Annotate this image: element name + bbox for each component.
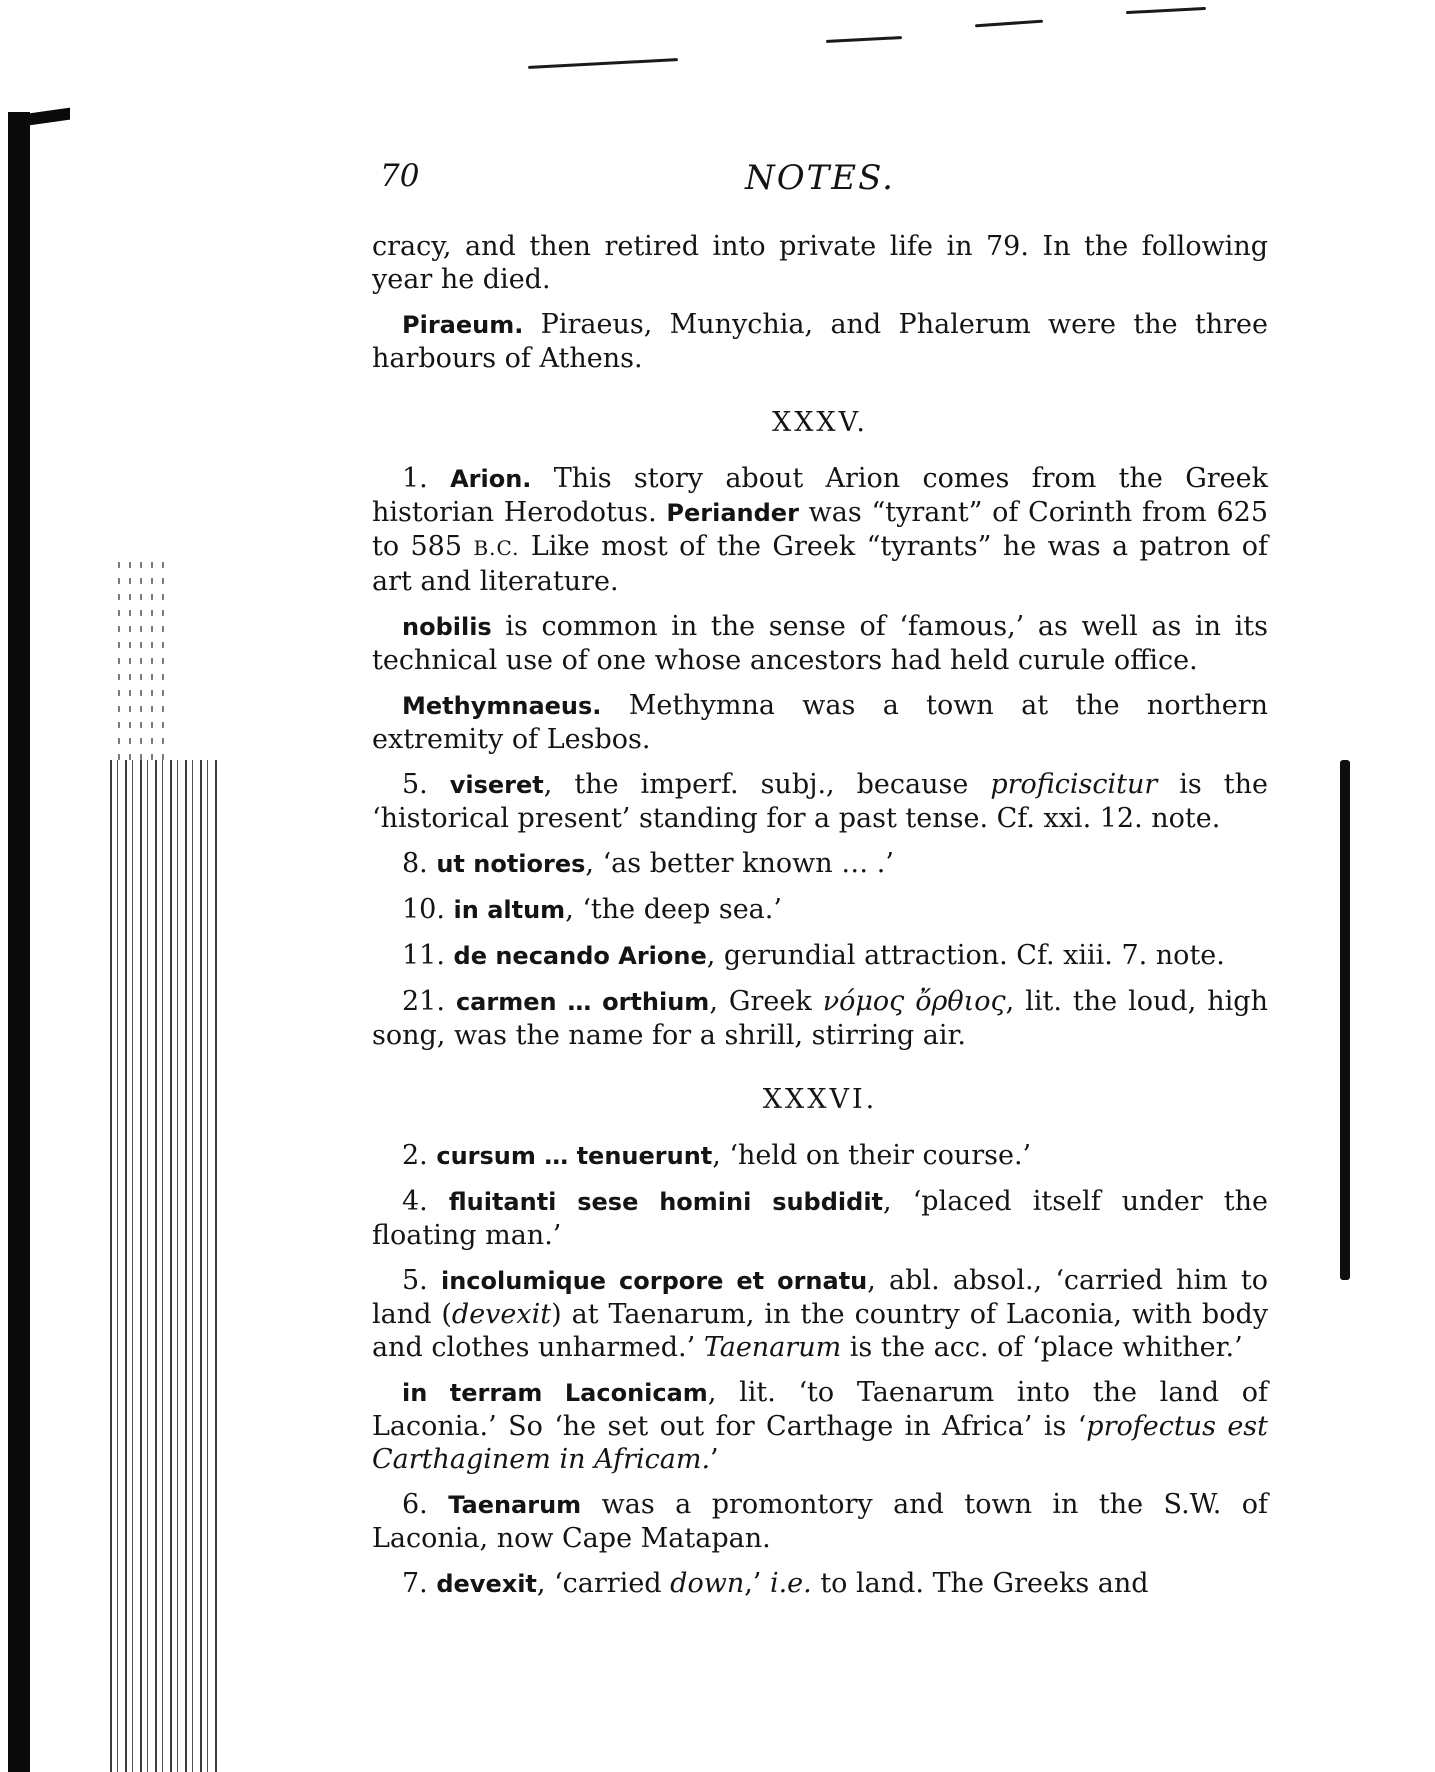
note-italic: i.e. (769, 1568, 812, 1599)
page-number: 70 (380, 158, 420, 194)
note-number: 2. (402, 1140, 437, 1171)
continuation-paragraph: cracy, and then retired into private life in 79. In the following year he died. (372, 231, 1268, 295)
note-term: Methymnaeus. (402, 692, 602, 720)
note-text: , Greek (709, 986, 823, 1017)
note-abbrev: B.C. (473, 536, 520, 560)
note-xxxv-5 (372, 768, 1268, 835)
note-text: , the imperf. subj., because (543, 769, 991, 800)
note-number: 7. (402, 1568, 437, 1599)
scan-top-stroke-2 (826, 36, 902, 43)
note-xxxvi-6 (372, 1488, 1268, 1555)
note-xxxvi-4 (372, 1185, 1268, 1252)
note-xxxvi-7 (372, 1567, 1268, 1601)
note-number: 5. (402, 1265, 441, 1296)
note-xxxv-21 (372, 985, 1268, 1052)
note-text: , ‘placed itself under the floating man.’ (372, 1186, 1269, 1251)
note-term: Piraeum. (402, 311, 524, 339)
note-text: , ‘as better known … .’ (585, 848, 894, 879)
note-xxxv-1 (372, 462, 1268, 598)
note-italic: proficiscitur (990, 769, 1158, 800)
note-text: Methymna was a town at the northern extremity of Lesbos. (372, 690, 1268, 755)
note-text: Piraeus, Munychia, and Phalerum were the three harbours of Athens. (372, 309, 1268, 374)
note-term: cursum … tenuerunt (436, 1142, 713, 1170)
note-text: , lit. the loud, high song, was the name for a shrill, stirring air. (372, 986, 1268, 1051)
note-text: ) at Taenarum, in the country of Laconia, with body and clothes unharmed.’ (372, 1299, 1268, 1363)
note-italic: profectus est Carthaginem in Africam. (372, 1411, 1268, 1475)
scan-top-stroke-4 (1126, 7, 1206, 14)
note-methymnaeus (372, 689, 1268, 756)
note-term: ut notiores (436, 850, 586, 878)
note-number: 21. (402, 986, 456, 1017)
note-italic: down (670, 1568, 745, 1599)
note-number: 6. (402, 1489, 449, 1520)
note-text: , ‘the deep sea.’ (565, 894, 782, 925)
note-text: , abl. absol., ‘carried him to land ( (372, 1265, 1268, 1330)
note-nobilis (372, 610, 1268, 677)
note-xxxvi-5 (372, 1264, 1268, 1364)
note-number: 8. (402, 848, 437, 879)
note-text: is the acc. of ‘place whither.’ (841, 1332, 1243, 1363)
note-text: is the ‘historical present’ standing for a past tense. Cf. xxi. 12. note. (372, 769, 1268, 834)
note-term: devexit (436, 1570, 537, 1598)
note-term: incolumique corpore et ornatu (440, 1267, 868, 1295)
note-text: , ‘held on their course.’ (712, 1140, 1032, 1171)
note-number: 1. (402, 463, 451, 494)
note-term: Periander (666, 499, 799, 527)
section-heading-xxxvi: XXXVI. (762, 1084, 878, 1115)
running-head (372, 150, 1268, 206)
page (372, 150, 1268, 1613)
note-term: carmen … orthium (455, 988, 710, 1016)
scan-binding-corner (8, 108, 70, 129)
note-text: , lit. ‘to Taenarum into the land of Laconia.’ So ‘he set out for Carthage in Africa’ is ‘ (372, 1377, 1268, 1442)
note-term: viseret (449, 771, 544, 799)
note-piraeum (372, 308, 1268, 375)
note-text: , gerundial attraction. Cf. xiii. 7. note. (706, 940, 1225, 971)
note-greek: νόμος ὄρθιος (822, 986, 1006, 1017)
note-italic: Taenarum (703, 1332, 842, 1363)
note-term: de necando Arione (453, 942, 707, 970)
note-number: 10. (402, 894, 454, 925)
note-italic: devexit (451, 1299, 552, 1330)
note-text: ’ (710, 1444, 719, 1475)
section-heading-xxxv: XXXV. (771, 407, 869, 438)
scan-gutter-dashes (118, 560, 168, 760)
note-text: , ‘carried (536, 1568, 671, 1599)
note-text: ,’ (744, 1568, 770, 1599)
note-text: is common in the sense of ‘famous,’ as well as in its technical use of one whose ancestors had held curule office. (372, 611, 1268, 676)
note-term: Taenarum (448, 1491, 582, 1519)
scan-gutter-noise (110, 760, 220, 1772)
note-term: in terram Laconicam (402, 1379, 708, 1407)
scan-binding-shadow (8, 112, 30, 1772)
note-text: to land. The Greeks and (811, 1568, 1149, 1599)
note-xxxv-11 (372, 939, 1268, 973)
note-xxxv-10 (372, 893, 1268, 927)
note-term: nobilis (402, 613, 492, 641)
note-number: 5. (402, 769, 450, 800)
note-term: Arion. (450, 465, 532, 493)
note-text: Like most of the Greek “tyrants” he was a patron of art and literature. (372, 531, 1268, 597)
scan-top-stroke-1 (528, 58, 678, 69)
note-xxxvi-2 (372, 1139, 1268, 1173)
note-xxxv-8 (372, 847, 1268, 881)
note-in-terram (372, 1376, 1268, 1476)
note-number: 4. (402, 1186, 449, 1217)
scan-right-edge-shadow (1340, 760, 1350, 1280)
note-term: fluitanti sese homini subdidit (448, 1188, 884, 1216)
note-text: was “tyrant” of Corinth from 625 to 585 (372, 497, 1268, 562)
note-text: This story about Arion comes from the Greek historian Herodotus. (372, 463, 1268, 528)
note-term: in altum (453, 896, 566, 924)
note-number: 11. (402, 940, 454, 971)
note-text: was a promontory and town in the S.W. of Laconia, now Cape Matapan. (372, 1489, 1268, 1554)
running-head-title: NOTES. (744, 158, 895, 198)
scan-top-stroke-3 (975, 20, 1043, 28)
